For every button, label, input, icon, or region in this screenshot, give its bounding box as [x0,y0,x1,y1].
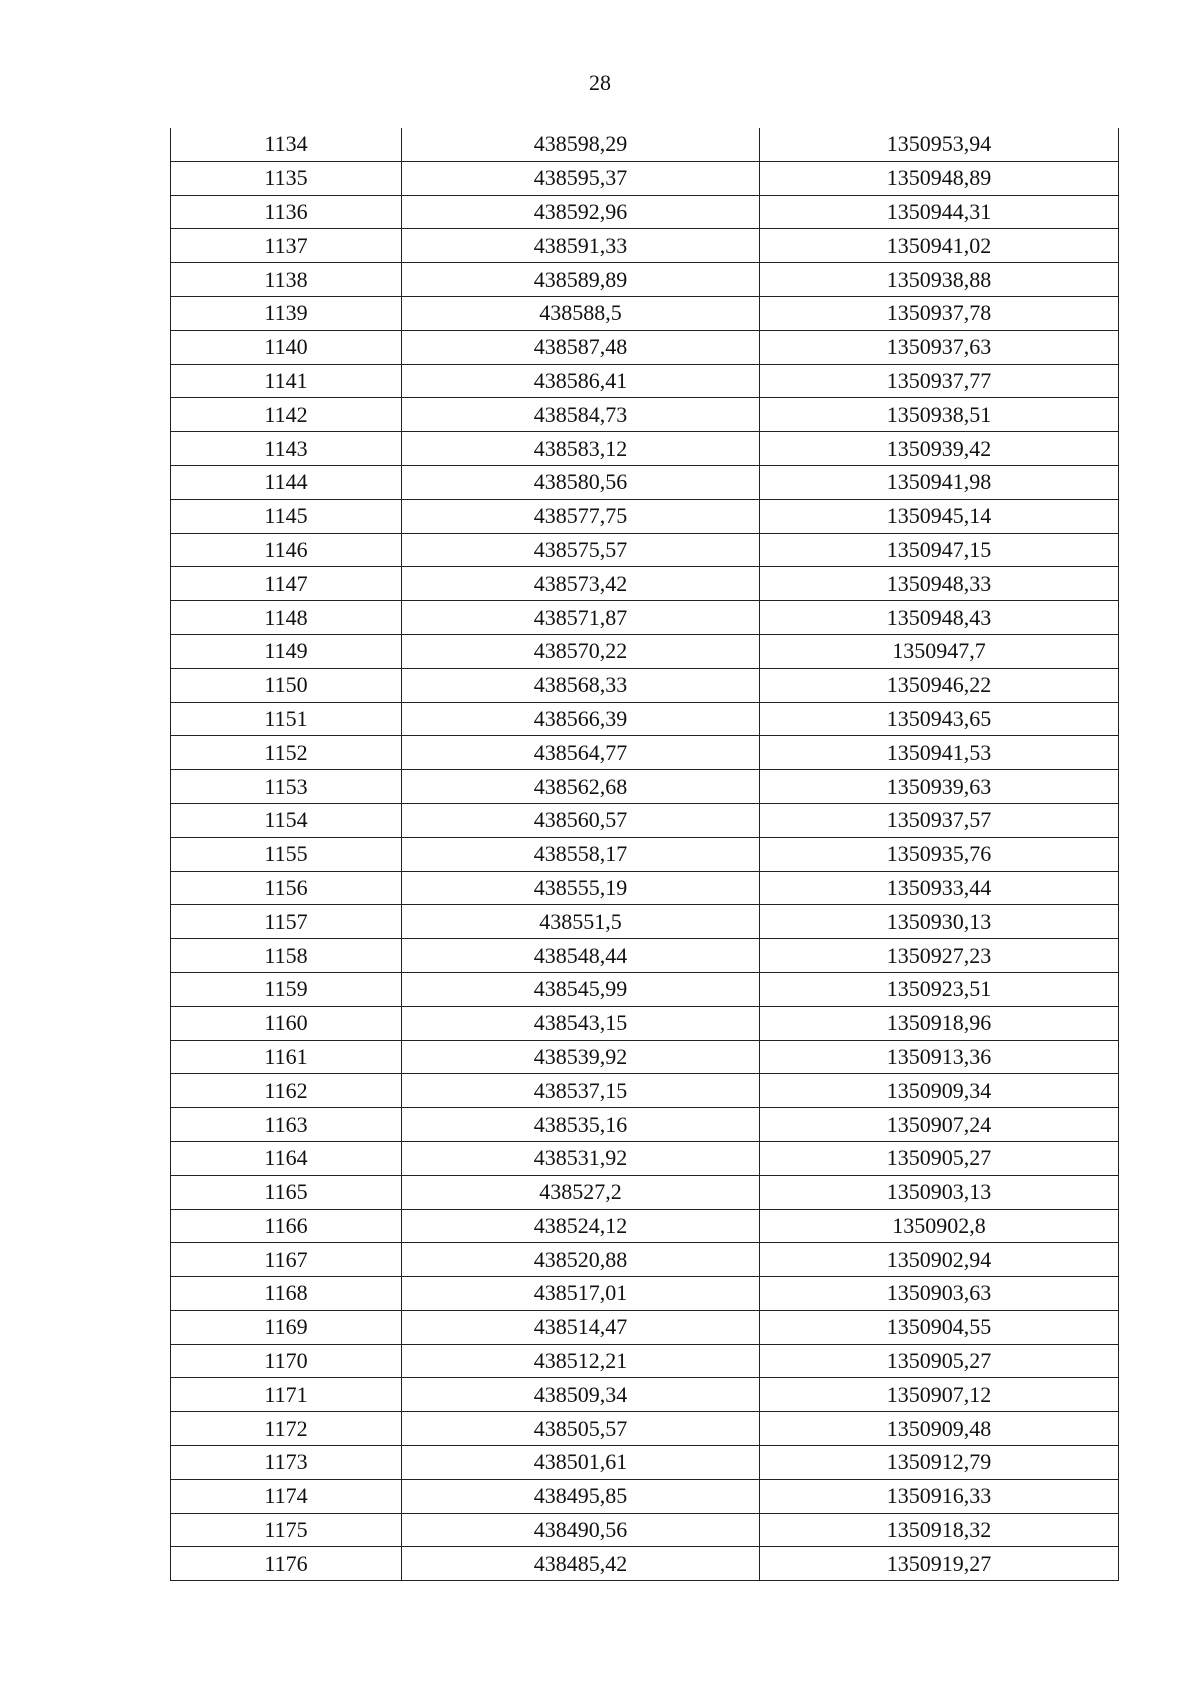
x-coordinate-cell: 438501,61 [402,1446,760,1480]
y-coordinate-cell: 1350903,13 [760,1175,1119,1209]
point-number-cell: 1142 [171,398,402,432]
y-coordinate-cell: 1350909,48 [760,1412,1119,1446]
y-coordinate-cell: 1350916,33 [760,1479,1119,1513]
y-coordinate-cell: 1350935,76 [760,837,1119,871]
point-number-cell: 1160 [171,1006,402,1040]
point-number-cell: 1135 [171,161,402,195]
point-number-cell: 1147 [171,567,402,601]
x-coordinate-cell: 438589,89 [402,263,760,297]
page-number: 28 [589,70,611,95]
point-number-cell: 1137 [171,229,402,263]
table-row [171,1547,1119,1581]
table-row [171,1243,1119,1277]
y-coordinate-cell: 1350902,8 [760,1209,1119,1243]
point-number-cell: 1148 [171,601,402,635]
x-coordinate-cell: 438551,5 [402,905,760,939]
point-number-cell: 1167 [171,1243,402,1277]
point-number-cell: 1163 [171,1108,402,1142]
x-coordinate-cell: 438564,77 [402,736,760,770]
y-coordinate-cell: 1350953,94 [760,128,1119,161]
x-coordinate-cell: 438505,57 [402,1412,760,1446]
x-coordinate-cell: 438587,48 [402,330,760,364]
x-coordinate-cell: 438571,87 [402,601,760,635]
table-row [171,567,1119,601]
table-row [171,1108,1119,1142]
x-coordinate-cell: 438520,88 [402,1243,760,1277]
point-number-cell: 1157 [171,905,402,939]
table-row [171,1513,1119,1547]
table-row [171,1006,1119,1040]
x-coordinate-cell: 438495,85 [402,1479,760,1513]
y-coordinate-cell: 1350918,32 [760,1513,1119,1547]
x-coordinate-cell: 438555,19 [402,871,760,905]
table-row [171,803,1119,837]
point-number-cell: 1144 [171,465,402,499]
y-coordinate-cell: 1350939,63 [760,770,1119,804]
y-coordinate-cell: 1350913,36 [760,1040,1119,1074]
y-coordinate-cell: 1350907,24 [760,1108,1119,1142]
x-coordinate-cell: 438584,73 [402,398,760,432]
y-coordinate-cell: 1350943,65 [760,702,1119,736]
x-coordinate-cell: 438595,37 [402,161,760,195]
table-row [171,533,1119,567]
x-coordinate-cell: 438573,42 [402,567,760,601]
y-coordinate-cell: 1350948,43 [760,601,1119,635]
table-row [171,161,1119,195]
point-number-cell: 1175 [171,1513,402,1547]
table-row [171,229,1119,263]
x-coordinate-cell: 438577,75 [402,499,760,533]
point-number-cell: 1165 [171,1175,402,1209]
coordinates-table [170,128,1119,1581]
table-row [171,770,1119,804]
point-number-cell: 1176 [171,1547,402,1581]
y-coordinate-cell: 1350902,94 [760,1243,1119,1277]
y-coordinate-cell: 1350938,51 [760,398,1119,432]
y-coordinate-cell: 1350909,34 [760,1074,1119,1108]
coordinates-table-body [171,128,1119,1581]
y-coordinate-cell: 1350937,77 [760,364,1119,398]
table-row [171,939,1119,973]
point-number-cell: 1149 [171,634,402,668]
table-row [171,296,1119,330]
table-row [171,398,1119,432]
point-number-cell: 1138 [171,263,402,297]
y-coordinate-cell: 1350927,23 [760,939,1119,973]
point-number-cell: 1151 [171,702,402,736]
x-coordinate-cell: 438524,12 [402,1209,760,1243]
table-row [171,601,1119,635]
y-coordinate-cell: 1350938,88 [760,263,1119,297]
x-coordinate-cell: 438580,56 [402,465,760,499]
x-coordinate-cell: 438586,41 [402,364,760,398]
table-row [171,1141,1119,1175]
table-row [171,837,1119,871]
x-coordinate-cell: 438531,92 [402,1141,760,1175]
y-coordinate-cell: 1350947,15 [760,533,1119,567]
x-coordinate-cell: 438490,56 [402,1513,760,1547]
table-row [171,499,1119,533]
y-coordinate-cell: 1350933,44 [760,871,1119,905]
table-row [171,432,1119,466]
x-coordinate-cell: 438592,96 [402,195,760,229]
point-number-cell: 1150 [171,668,402,702]
x-coordinate-cell: 438575,57 [402,533,760,567]
y-coordinate-cell: 1350945,14 [760,499,1119,533]
x-coordinate-cell: 438535,16 [402,1108,760,1142]
table-row [171,1446,1119,1480]
y-coordinate-cell: 1350903,63 [760,1277,1119,1311]
point-number-cell: 1164 [171,1141,402,1175]
point-number-cell: 1166 [171,1209,402,1243]
table-row [171,1412,1119,1446]
point-number-cell: 1152 [171,736,402,770]
table-row [171,364,1119,398]
x-coordinate-cell: 438558,17 [402,837,760,871]
x-coordinate-cell: 438570,22 [402,634,760,668]
y-coordinate-cell: 1350905,27 [760,1141,1119,1175]
y-coordinate-cell: 1350919,27 [760,1547,1119,1581]
point-number-cell: 1162 [171,1074,402,1108]
y-coordinate-cell: 1350905,27 [760,1344,1119,1378]
point-number-cell: 1146 [171,533,402,567]
x-coordinate-cell: 438517,01 [402,1277,760,1311]
table-row [171,736,1119,770]
point-number-cell: 1158 [171,939,402,973]
point-number-cell: 1134 [171,128,402,161]
y-coordinate-cell: 1350907,12 [760,1378,1119,1412]
y-coordinate-cell: 1350930,13 [760,905,1119,939]
x-coordinate-cell: 438560,57 [402,803,760,837]
table-row [171,1277,1119,1311]
point-number-cell: 1140 [171,330,402,364]
table-row [171,195,1119,229]
point-number-cell: 1154 [171,803,402,837]
point-number-cell: 1155 [171,837,402,871]
table-row [171,871,1119,905]
x-coordinate-cell: 438566,39 [402,702,760,736]
x-coordinate-cell: 438545,99 [402,972,760,1006]
table-row [171,1209,1119,1243]
x-coordinate-cell: 438537,15 [402,1074,760,1108]
table-row [171,1175,1119,1209]
y-coordinate-cell: 1350937,57 [760,803,1119,837]
y-coordinate-cell: 1350923,51 [760,972,1119,1006]
x-coordinate-cell: 438539,92 [402,1040,760,1074]
table-row [171,1344,1119,1378]
point-number-cell: 1139 [171,296,402,330]
table-row [171,1378,1119,1412]
x-coordinate-cell: 438588,5 [402,296,760,330]
point-number-cell: 1141 [171,364,402,398]
point-number-cell: 1173 [171,1446,402,1480]
point-number-cell: 1168 [171,1277,402,1311]
y-coordinate-cell: 1350946,22 [760,668,1119,702]
x-coordinate-cell: 438583,12 [402,432,760,466]
x-coordinate-cell: 438548,44 [402,939,760,973]
x-coordinate-cell: 438512,21 [402,1344,760,1378]
y-coordinate-cell: 1350912,79 [760,1446,1119,1480]
y-coordinate-cell: 1350941,53 [760,736,1119,770]
table-row [171,128,1119,161]
table-row [171,330,1119,364]
y-coordinate-cell: 1350918,96 [760,1006,1119,1040]
x-coordinate-cell: 438527,2 [402,1175,760,1209]
point-number-cell: 1161 [171,1040,402,1074]
y-coordinate-cell: 1350939,42 [760,432,1119,466]
x-coordinate-cell: 438485,42 [402,1547,760,1581]
table-row [171,263,1119,297]
table-row [171,702,1119,736]
x-coordinate-cell: 438509,34 [402,1378,760,1412]
point-number-cell: 1145 [171,499,402,533]
x-coordinate-cell: 438598,29 [402,128,760,161]
table-row [171,634,1119,668]
point-number-cell: 1156 [171,871,402,905]
point-number-cell: 1170 [171,1344,402,1378]
x-coordinate-cell: 438562,68 [402,770,760,804]
y-coordinate-cell: 1350904,55 [760,1310,1119,1344]
y-coordinate-cell: 1350948,33 [760,567,1119,601]
table-row [171,1040,1119,1074]
y-coordinate-cell: 1350948,89 [760,161,1119,195]
point-number-cell: 1143 [171,432,402,466]
x-coordinate-cell: 438543,15 [402,1006,760,1040]
table-row [171,972,1119,1006]
point-number-cell: 1169 [171,1310,402,1344]
table-row [171,465,1119,499]
table-row [171,905,1119,939]
table-row [171,1479,1119,1513]
point-number-cell: 1159 [171,972,402,1006]
y-coordinate-cell: 1350937,63 [760,330,1119,364]
y-coordinate-cell: 1350941,98 [760,465,1119,499]
x-coordinate-cell: 438568,33 [402,668,760,702]
table-row [171,668,1119,702]
y-coordinate-cell: 1350937,78 [760,296,1119,330]
table-row [171,1074,1119,1108]
point-number-cell: 1171 [171,1378,402,1412]
point-number-cell: 1172 [171,1412,402,1446]
point-number-cell: 1174 [171,1479,402,1513]
table-row [171,1310,1119,1344]
y-coordinate-cell: 1350941,02 [760,229,1119,263]
x-coordinate-cell: 438591,33 [402,229,760,263]
point-number-cell: 1136 [171,195,402,229]
point-number-cell: 1153 [171,770,402,804]
y-coordinate-cell: 1350947,7 [760,634,1119,668]
x-coordinate-cell: 438514,47 [402,1310,760,1344]
y-coordinate-cell: 1350944,31 [760,195,1119,229]
